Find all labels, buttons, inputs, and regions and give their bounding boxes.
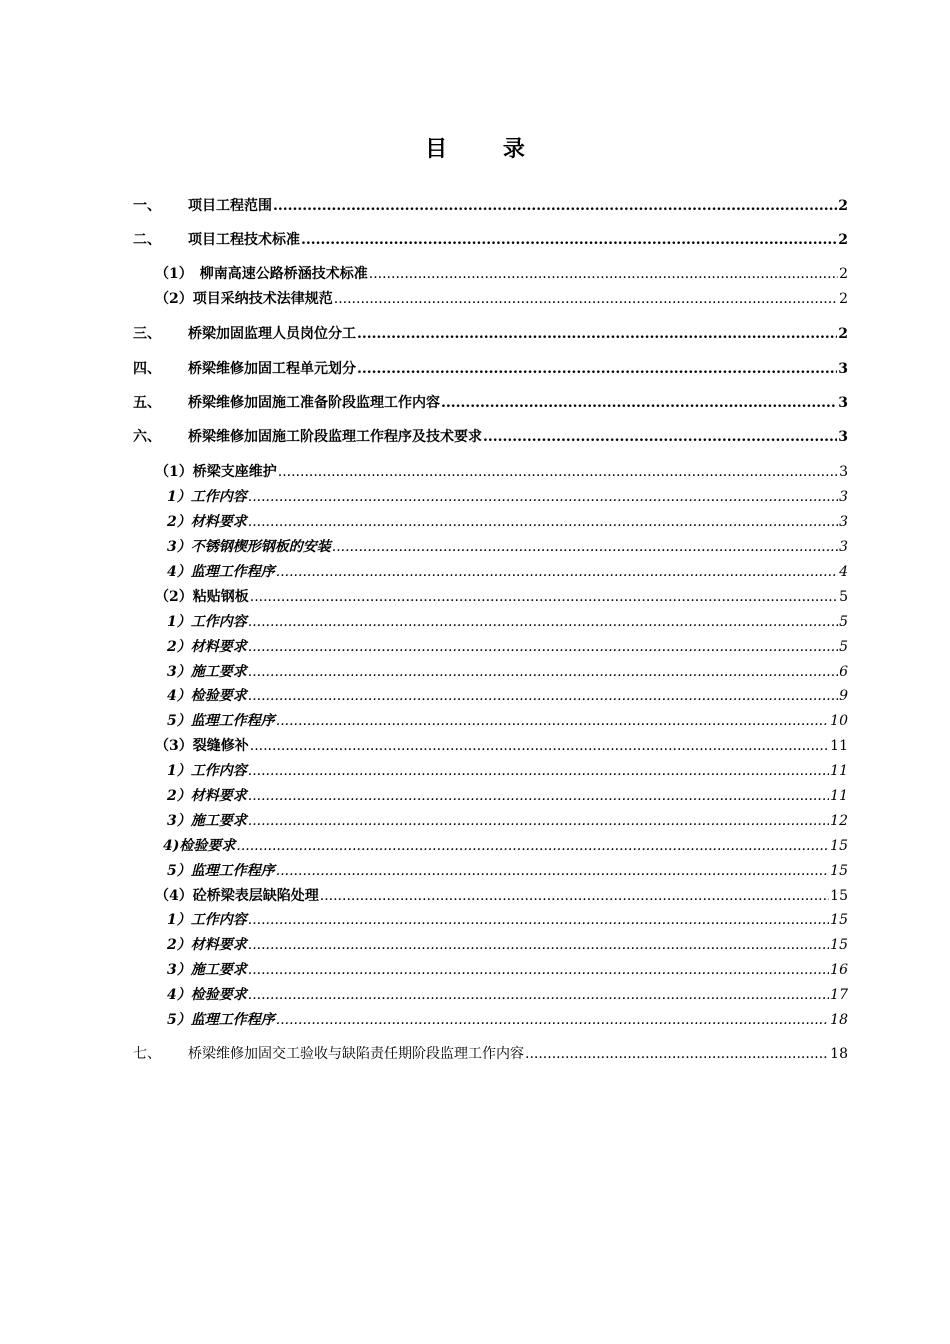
toc-page-number: 9 bbox=[839, 688, 848, 704]
toc-entry[interactable] bbox=[133, 612, 848, 632]
toc-leader-dots bbox=[278, 462, 838, 482]
toc-entry-number: 五、 bbox=[133, 395, 161, 411]
toc-entry-label bbox=[167, 861, 275, 881]
toc-entry[interactable] bbox=[133, 462, 848, 482]
toc-entry[interactable] bbox=[133, 512, 848, 532]
toc-entry[interactable] bbox=[133, 230, 848, 250]
toc-leader-dots bbox=[301, 230, 837, 250]
toc-leader-dots bbox=[334, 289, 838, 309]
toc-page-number: 2 bbox=[839, 266, 848, 282]
toc-entry-text: 2）材料要求 bbox=[167, 788, 247, 804]
toc-entry[interactable] bbox=[133, 537, 848, 557]
toc-entry-label bbox=[167, 537, 331, 557]
toc-entry-text: 1）工作内容 bbox=[167, 912, 247, 928]
toc-entry-label bbox=[167, 985, 247, 1005]
toc-page-number: 3 bbox=[838, 395, 848, 411]
toc-entry-label bbox=[133, 427, 482, 447]
toc-entry[interactable] bbox=[133, 861, 848, 881]
toc-entry-label bbox=[167, 1010, 275, 1030]
toc-entry-text: 4）检验要求 bbox=[167, 987, 247, 1003]
toc-entry-label bbox=[167, 686, 247, 706]
toc-entry-label bbox=[133, 393, 440, 413]
toc-page-number: 15 bbox=[830, 863, 848, 879]
toc-page-number: 2 bbox=[838, 232, 848, 248]
toc-page-number: 2 bbox=[838, 198, 848, 214]
toc-entry[interactable] bbox=[133, 910, 848, 930]
toc-page-number: 15 bbox=[830, 912, 848, 928]
toc-entry[interactable] bbox=[133, 1044, 848, 1064]
toc-leader-dots bbox=[248, 612, 838, 632]
toc-entry-label bbox=[167, 761, 247, 781]
toc-page-number: 3 bbox=[838, 361, 848, 377]
toc-page-number: 12 bbox=[830, 813, 848, 829]
toc-entry-text: 3）施工要求 bbox=[167, 962, 247, 978]
toc-entry-text: 3）不锈钢楔形钢板的安装 bbox=[167, 539, 331, 555]
toc-entry-label bbox=[133, 324, 356, 344]
toc-entry-label bbox=[155, 736, 249, 756]
toc-leader-dots bbox=[248, 686, 838, 706]
toc-leader-dots bbox=[248, 637, 838, 657]
toc-entry-label bbox=[133, 196, 272, 216]
toc-leader-dots bbox=[276, 1010, 829, 1030]
toc-entry-text: 桥梁加固监理人员岗位分工 bbox=[188, 326, 356, 342]
toc-leader-dots bbox=[483, 427, 837, 447]
toc-entry-text: 4）检验要求 bbox=[167, 688, 247, 704]
toc-entry-label bbox=[163, 836, 235, 856]
toc-entry-label bbox=[167, 811, 247, 831]
toc-leader-dots bbox=[248, 935, 829, 955]
toc-entry-text: 5）监理工作程序 bbox=[167, 1012, 275, 1028]
toc-entry-number: 三、 bbox=[133, 326, 161, 342]
toc-leader-dots bbox=[248, 985, 829, 1005]
toc-leader-dots bbox=[248, 662, 838, 682]
toc-leader-dots bbox=[525, 1044, 829, 1064]
toc-entry-text: 1）工作内容 bbox=[167, 614, 247, 630]
toc-entry[interactable] bbox=[133, 811, 848, 831]
toc-entry[interactable] bbox=[133, 662, 848, 682]
toc-entry-text: 2）材料要求 bbox=[167, 937, 247, 953]
toc-entry-label bbox=[155, 264, 368, 284]
toc-entry-text: 4）监理工作程序 bbox=[167, 564, 275, 580]
toc-entry-label bbox=[167, 512, 247, 532]
toc-leader-dots bbox=[236, 836, 829, 856]
toc-entry-label bbox=[167, 487, 247, 507]
toc-page-number: 10 bbox=[830, 713, 848, 729]
toc-page-number: 3 bbox=[839, 489, 848, 505]
toc-page-number: 18 bbox=[830, 1046, 848, 1062]
toc-entry[interactable] bbox=[133, 736, 848, 756]
toc-entry[interactable] bbox=[133, 289, 848, 309]
toc-entry[interactable] bbox=[133, 264, 848, 284]
toc-entry-text: 桥梁维修加固施工阶段监理工作程序及技术要求 bbox=[188, 429, 482, 445]
toc-entry-label bbox=[167, 637, 247, 657]
toc-entry-text: （4）砼桥梁表层缺陷处理 bbox=[155, 888, 319, 904]
toc-entry[interactable] bbox=[133, 393, 848, 413]
toc-leader-dots bbox=[357, 324, 837, 344]
toc-leader-dots bbox=[332, 537, 838, 557]
toc-entry-label bbox=[155, 289, 333, 309]
toc-entry[interactable] bbox=[133, 761, 848, 781]
toc-leader-dots bbox=[248, 960, 829, 980]
toc-entry-number: 七、 bbox=[133, 1046, 161, 1062]
toc-entry-label bbox=[133, 359, 356, 379]
toc-entry-text: （1） 柳南高速公路桥涵技术标准 bbox=[155, 266, 368, 282]
toc-entry-number: 一、 bbox=[133, 198, 161, 214]
toc-page-number: 3 bbox=[839, 464, 848, 480]
toc-entry-label bbox=[167, 711, 275, 731]
toc-entry-text: （2）项目采纳技术法律规范 bbox=[155, 291, 333, 307]
toc-entry-text: 2）材料要求 bbox=[167, 639, 247, 655]
toc-entry-text: 5）监理工作程序 bbox=[167, 713, 275, 729]
toc-entry[interactable] bbox=[133, 836, 848, 856]
toc-entry-number: 六、 bbox=[133, 429, 161, 445]
toc-page-number: 15 bbox=[830, 838, 848, 854]
toc-entry-text: 项目工程范围 bbox=[188, 198, 272, 214]
toc-entry[interactable] bbox=[133, 886, 848, 906]
toc-page-number: 2 bbox=[838, 326, 848, 342]
toc-entry-label bbox=[167, 935, 247, 955]
toc-entry-label bbox=[167, 562, 275, 582]
toc-entry-text: 5）监理工作程序 bbox=[167, 863, 275, 879]
toc-leader-dots bbox=[248, 811, 829, 831]
toc-page-number: 3 bbox=[839, 514, 848, 530]
toc-entry-text: （3）裂缝修补 bbox=[155, 738, 249, 754]
toc-entry[interactable] bbox=[133, 427, 848, 447]
toc-leader-dots bbox=[248, 487, 838, 507]
toc-page-number: 5 bbox=[839, 589, 848, 605]
toc-page-number: 3 bbox=[838, 429, 848, 445]
toc-entry[interactable] bbox=[133, 637, 848, 657]
toc-leader-dots bbox=[248, 512, 838, 532]
toc-leader-dots bbox=[248, 761, 829, 781]
toc-page-number: 3 bbox=[839, 539, 848, 555]
toc-entry-label bbox=[155, 587, 249, 607]
toc-page-number: 11 bbox=[830, 788, 848, 804]
toc-entry[interactable] bbox=[133, 587, 848, 607]
toc-entry[interactable] bbox=[133, 324, 848, 344]
toc-entry[interactable] bbox=[133, 960, 848, 980]
toc-entry-text: （2）粘贴钢板 bbox=[155, 589, 249, 605]
toc-entry-text: 桥梁维修加固工程单元划分 bbox=[188, 361, 356, 377]
toc-entry[interactable] bbox=[133, 786, 848, 806]
toc-entry[interactable] bbox=[133, 359, 848, 379]
toc-entry-label bbox=[133, 1044, 524, 1064]
toc-page-number: 16 bbox=[830, 962, 848, 978]
toc-leader-dots bbox=[441, 393, 837, 413]
page-title: 目 录 bbox=[425, 136, 549, 162]
toc-entry-label bbox=[167, 662, 247, 682]
toc-leader-dots bbox=[248, 786, 829, 806]
toc-entry-text: 3）施工要求 bbox=[167, 664, 247, 680]
toc-entry[interactable] bbox=[133, 686, 848, 706]
toc-page-number: 15 bbox=[830, 937, 848, 953]
toc-entry-text: 3）施工要求 bbox=[167, 813, 247, 829]
toc-entry[interactable] bbox=[133, 1010, 848, 1030]
toc-leader-dots bbox=[250, 736, 829, 756]
toc-page-number: 4 bbox=[839, 564, 848, 580]
toc-page-number: 17 bbox=[830, 987, 848, 1003]
toc-page-number: 18 bbox=[830, 1012, 848, 1028]
toc-entry-text: 项目工程技术标准 bbox=[188, 232, 300, 248]
toc-entry-text: 桥梁维修加固施工准备阶段监理工作内容 bbox=[188, 395, 440, 411]
toc-entry-label bbox=[155, 462, 277, 482]
toc-entry-text: 4)检验要求 bbox=[163, 838, 236, 854]
toc-entry-text: 1）工作内容 bbox=[167, 489, 247, 505]
toc-entry-number: 四、 bbox=[133, 361, 161, 377]
toc-entry-label bbox=[155, 886, 319, 906]
toc-leader-dots bbox=[273, 196, 837, 216]
toc-entry-text: 桥梁维修加固交工验收与缺陷责任期阶段监理工作内容 bbox=[188, 1046, 524, 1062]
toc-page-number: 11 bbox=[830, 738, 848, 754]
toc-entry[interactable] bbox=[133, 487, 848, 507]
toc-leader-dots bbox=[369, 264, 838, 284]
toc-entry[interactable] bbox=[133, 985, 848, 1005]
toc-leader-dots bbox=[276, 861, 829, 881]
toc-entry-text: 2）材料要求 bbox=[167, 514, 247, 530]
toc-leader-dots bbox=[276, 562, 838, 582]
toc-page-number: 2 bbox=[839, 291, 848, 307]
toc-entry-label bbox=[133, 230, 300, 250]
toc-entry-text: （1）桥梁支座维护 bbox=[155, 464, 277, 480]
toc-page-number: 5 bbox=[839, 614, 848, 630]
toc-entry-label bbox=[167, 910, 247, 930]
toc-entry-label bbox=[167, 786, 247, 806]
toc-entry[interactable] bbox=[133, 935, 848, 955]
toc-leader-dots bbox=[248, 910, 829, 930]
toc-page-number: 5 bbox=[839, 639, 848, 655]
toc-entry-label bbox=[167, 960, 247, 980]
toc-page-number: 6 bbox=[839, 664, 848, 680]
toc-entry-text: 1）工作内容 bbox=[167, 763, 247, 779]
toc-leader-dots bbox=[357, 359, 837, 379]
toc-entry[interactable] bbox=[133, 196, 848, 216]
toc-leader-dots bbox=[250, 587, 838, 607]
toc-leader-dots bbox=[320, 886, 829, 906]
toc-leader-dots bbox=[276, 711, 829, 731]
toc-entry[interactable] bbox=[133, 711, 848, 731]
toc-page-number: 11 bbox=[830, 763, 848, 779]
toc-entry-number: 二、 bbox=[133, 232, 161, 248]
toc-page-number: 15 bbox=[830, 888, 848, 904]
toc-entry[interactable] bbox=[133, 562, 848, 582]
toc-entry-label bbox=[167, 612, 247, 632]
